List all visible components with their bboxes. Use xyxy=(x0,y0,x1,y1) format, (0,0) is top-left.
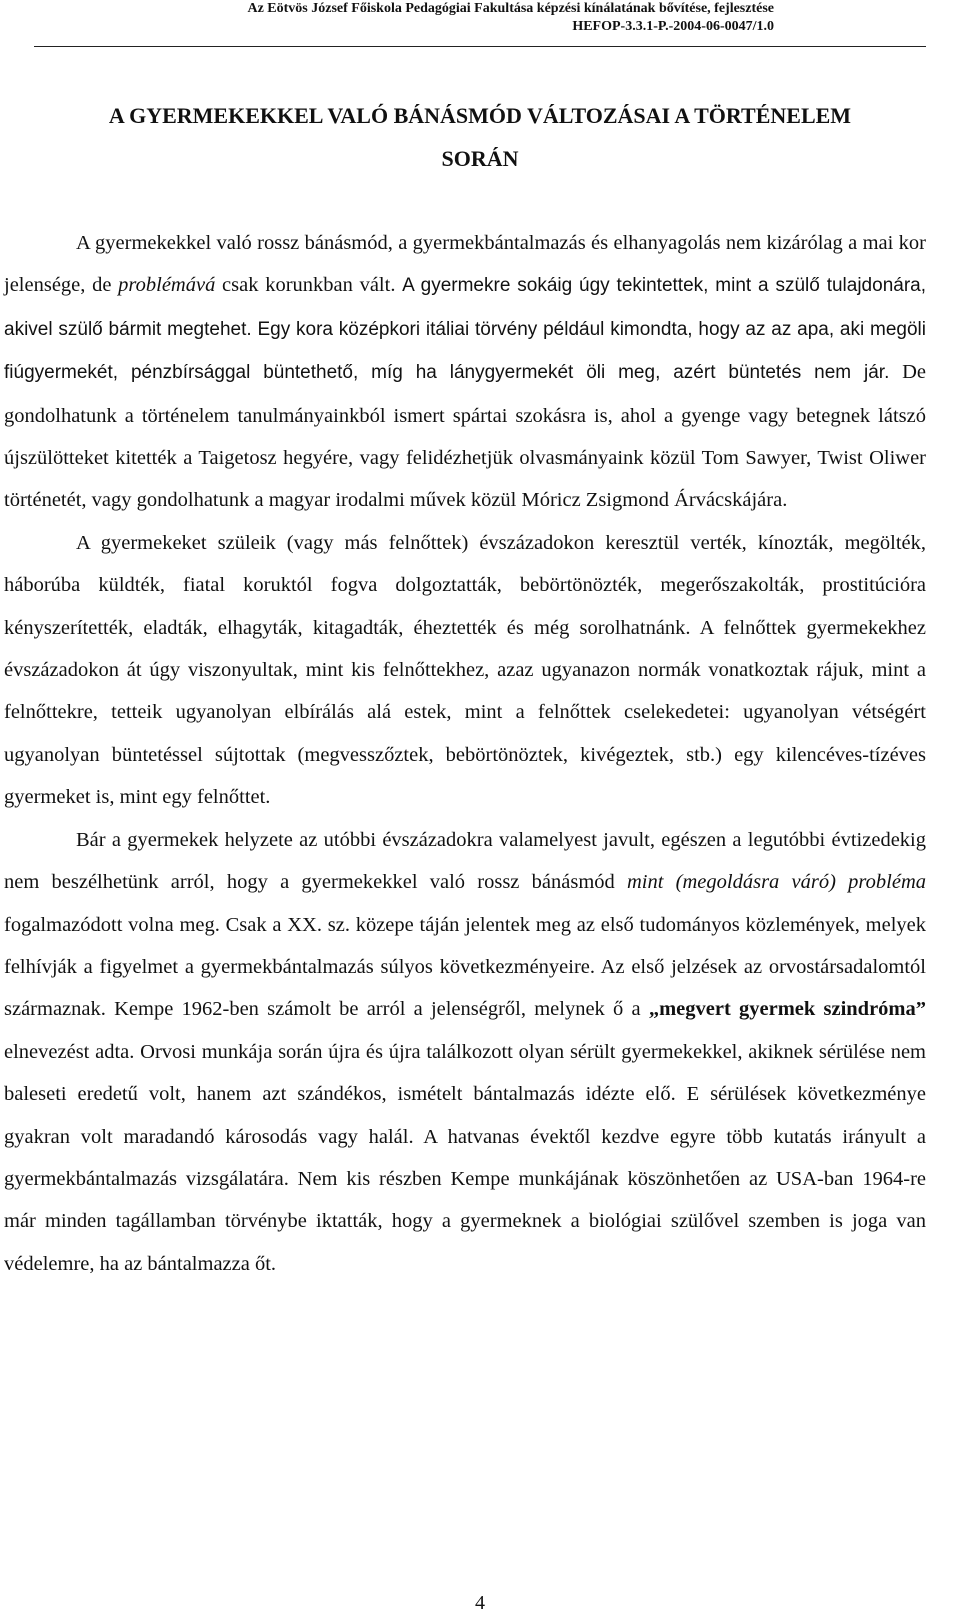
paragraph-3-text-end: elnevezést adta. Orvosi munkája során újra és újra találkozott olyan sérült gyermekekkel, akiknek sérülése nem baleseti eredetű volt, hanem azt szándékos, ismételt bántalmazás idézte elő. E sérülések következménye gyakran volt maradandó károsodás vagy halál. A hatvanas évektől kezdve egyre több kutatás irányult a gyermekbántalmazás vizsgálatára. Nem kis részben Kempe munkájának köszönhetően az USA-ban 1964-re már minden tagállamban törvénybe iktatták, hogy a gyermeknek a biológiai szülővel szemben is joga van védelemre, ha az bántalmazza őt. xyxy=(4,1040,926,1275)
syndrome-term: „megvert gyermek szindróma” xyxy=(648,998,926,1021)
paragraph-1-text-continued: De gondolhatunk a történelem tanulmányainkból ismert spártai szokásra is, ahol a gyenge vagy betegnek látszó újszülötteket kitették a Taigetosz hegyére, vagy felidézhetjük olvasmányaink közül Tom Sawyer, Twist Oliwer történetét, vagy gondolhatunk a magyar irodalmi művek közül Móricz Zsigmond Árvácskájára. xyxy=(4,361,927,512)
document-title xyxy=(0,94,960,180)
header-institution: Az Eötvös József Főiskola Pedagógiai Fakultása képzési kínálatának bővítése, fejlesztése xyxy=(247,1,774,16)
paragraph-3-emphasis: mint (megoldásra váró) probléma xyxy=(627,871,926,894)
paragraph-3-text: Bár a gyermekek helyzete az utóbbi évszázadokra valamelyest javult, egészen a legutóbbi évtizedekig nem beszélhetünk arról, hogy a gyermekekkel való rossz bánásmód xyxy=(4,828,926,894)
paragraph-1-emphasis: problémává xyxy=(118,274,216,297)
paragraph-1-sans-text: A gyermekre sokáig úgy tekintettek, mint a szülő tulajdonára, akivel szülő bármit megtehet. Egy kora középkori itáliai törvény például kimondta, hogy az az apa, aki megöli fiúgyermekét, pénzbírsággal büntethető, míg ha lánygyermekét öli meg, azért büntetés nem jár. xyxy=(4,275,926,384)
paragraph-3-text-middle: fogalmazódott volna meg. Csak a XX. sz. közepe táján jelentek meg az első tudományos közlemények, melyek felhívják a figyelmet a gyermekbántalmazás súlyos következményeire. Az első jelzések az orvostársadalomtól származnak. Kempe 1962-ben számolt be arról a jelenségről, melynek ő a xyxy=(4,913,926,1021)
body-text xyxy=(4,222,926,1285)
title-line-2: SORÁN xyxy=(441,146,519,171)
page-header xyxy=(247,0,774,36)
paragraph-1-text-end: csak korunkban vált. xyxy=(215,274,403,297)
page-number: 4 xyxy=(475,1592,485,1614)
paragraph-1 xyxy=(4,222,926,522)
header-rule xyxy=(34,46,926,47)
title-line-1: A GYERMEKEKKEL VALÓ BÁNÁSMÓD VÁLTOZÁSAI A TÖRTÉNELEM xyxy=(108,103,852,128)
header-project-code: HEFOP-3.3.1-P.-2004-06-0047/1.0 xyxy=(572,19,774,34)
paragraph-3 xyxy=(4,819,926,1285)
paragraph-2: A gyermekeket szüleik (vagy más felnőttek) évszázadokon keresztül verték, kínozták, megölték, háborúba küldték, fiatal koruktól fogva dolgoztatták, bebörtönözték, megerőszakolták, prostitúcióra kényszerítették, eladták, elhagyták, kitagadták, éheztették és még sorolhatnánk. A felnőttek gyermekekhez évszázadokon át úgy viszonyultak, mint kis felnőttekhez, azaz ugyanazon normák vonatkoztak rájuk, mint a felnőttekre, tetteik ugyanolyan elbírálás alá estek, mint a felnőttek cselekedetei: ugyanolyan vétségért ugyanolyan büntetéssel sújtottak (megvesszőztek, bebörtönöztek, kivégeztek, stb.) egy kilencéves-tízéves gyermeket is, mint egy felnőttet. xyxy=(4,531,926,809)
paragraph-1-text: A gyermekekkel való rossz bánásmód, a gyermekbántalmazás és elhanyagolás nem kizárólag a mai kor jelensége, de xyxy=(4,232,926,297)
